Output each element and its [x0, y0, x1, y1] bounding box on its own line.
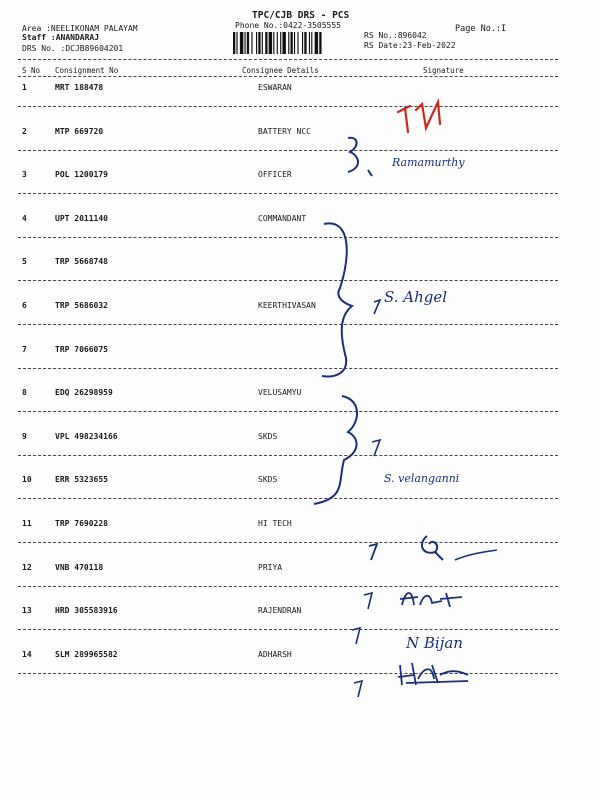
row-consignee-name: RAJENDRAN [258, 606, 302, 615]
signature-row-12 [360, 585, 470, 615]
row-consignment-number: POL 1200179 [55, 170, 108, 179]
row-consignee-name: ADHARSH [258, 650, 292, 659]
row-consignment-number: MRT 188478 [55, 83, 104, 92]
row-serial-number: 2 [22, 127, 27, 136]
signature-rows-8-10 [310, 392, 510, 517]
column-header-signature: Signature [423, 66, 464, 75]
row-consignee-name: SKDS [258, 475, 278, 484]
signature-rows-4-7 [312, 218, 502, 388]
row-consignee-name: PRIYA [258, 563, 283, 572]
row-consignee-name: VELUSAMYU [258, 388, 302, 397]
row-consignment-number: TRP 7066075 [55, 345, 108, 354]
row-serial-number: 4 [22, 214, 27, 223]
row-consignment-number: TRP 5668748 [55, 257, 108, 266]
row-serial-number: 13 [22, 606, 32, 615]
svg-text:N Bijan: N Bijan [406, 634, 463, 652]
row-consignee-name: ESWARAN [258, 83, 292, 92]
svg-text:Ramamurthy: Ramamurthy [392, 156, 465, 169]
row-consignment-number: MTP 669720 [55, 127, 104, 136]
row-consignment-number: TRP 5686032 [55, 301, 108, 310]
row-consignment-number: TRP 7690228 [55, 519, 108, 528]
row-divider [18, 106, 558, 107]
signature-row-2-4 [330, 130, 530, 200]
row-serial-number: 8 [22, 388, 27, 397]
row-serial-number: 3 [22, 170, 27, 179]
phone-number: Phone No.:0422-3505555 [235, 21, 341, 30]
svg-text:TN: TN [392, 77, 412, 96]
document-title: TPC/CJB DRS - PCS [252, 10, 350, 21]
row-serial-number: 1 [22, 83, 27, 92]
signature-row-11 [365, 530, 505, 570]
row-serial-number: 14 [22, 650, 32, 659]
row-consignee-name: HI TECH [258, 519, 292, 528]
barcode-image [232, 32, 358, 54]
svg-text:S. velanganni: S. velanganni [384, 472, 460, 485]
signature-row-14 [350, 655, 490, 700]
row-serial-number: 5 [22, 257, 27, 266]
row-consignee-name: COMMANDANT [258, 214, 307, 223]
page-number: Page No.:I [455, 24, 507, 34]
row-consignment-number: EDQ 26298959 [55, 388, 113, 397]
row-consignment-number: VPL 498234166 [55, 432, 118, 441]
svg-text:S. Ahgel: S. Ahgel [384, 288, 448, 306]
row-consignee-name: SKDS [258, 432, 278, 441]
row-serial-number: 12 [22, 563, 32, 572]
row-serial-number: 6 [22, 301, 27, 310]
row-consignee-name: OFFICER [258, 170, 292, 179]
row-serial-number: 11 [22, 519, 32, 528]
row-serial-number: 7 [22, 345, 27, 354]
row-consignment-number: SLM 289965582 [55, 650, 118, 659]
row-consignment-number: HRD 305583916 [55, 606, 118, 615]
column-header-divider [18, 76, 558, 77]
row-consignee-name: BATTERY NCC [258, 127, 311, 136]
row-consignment-number: ERR 5323655 [55, 475, 108, 484]
row-serial-number: 9 [22, 432, 27, 441]
row-consignee-name: KEERTHIVASAN [258, 301, 316, 310]
drs-number: DRS No. :DCJB89604201 [22, 44, 124, 53]
column-header-consignee: Consignee Details [242, 66, 319, 75]
signature-row-13 [348, 620, 498, 660]
row-divider [18, 586, 558, 587]
column-header-sno: S No [22, 66, 41, 75]
rs-number: RS No.:896042 [364, 31, 427, 40]
rs-date: RS Date:23-Feb-2022 [364, 41, 456, 50]
column-header-consignment: Consignment No [55, 66, 119, 75]
staff-field: Staff :ANANDARAJ [22, 33, 100, 42]
row-consignment-number: UPT 2011140 [55, 214, 108, 223]
area-field: Area :NEELIKONAM PALAYAM [22, 24, 138, 33]
row-consignment-number: VNB 470118 [55, 563, 104, 572]
header-divider [18, 59, 558, 60]
row-serial-number: 10 [22, 475, 32, 484]
